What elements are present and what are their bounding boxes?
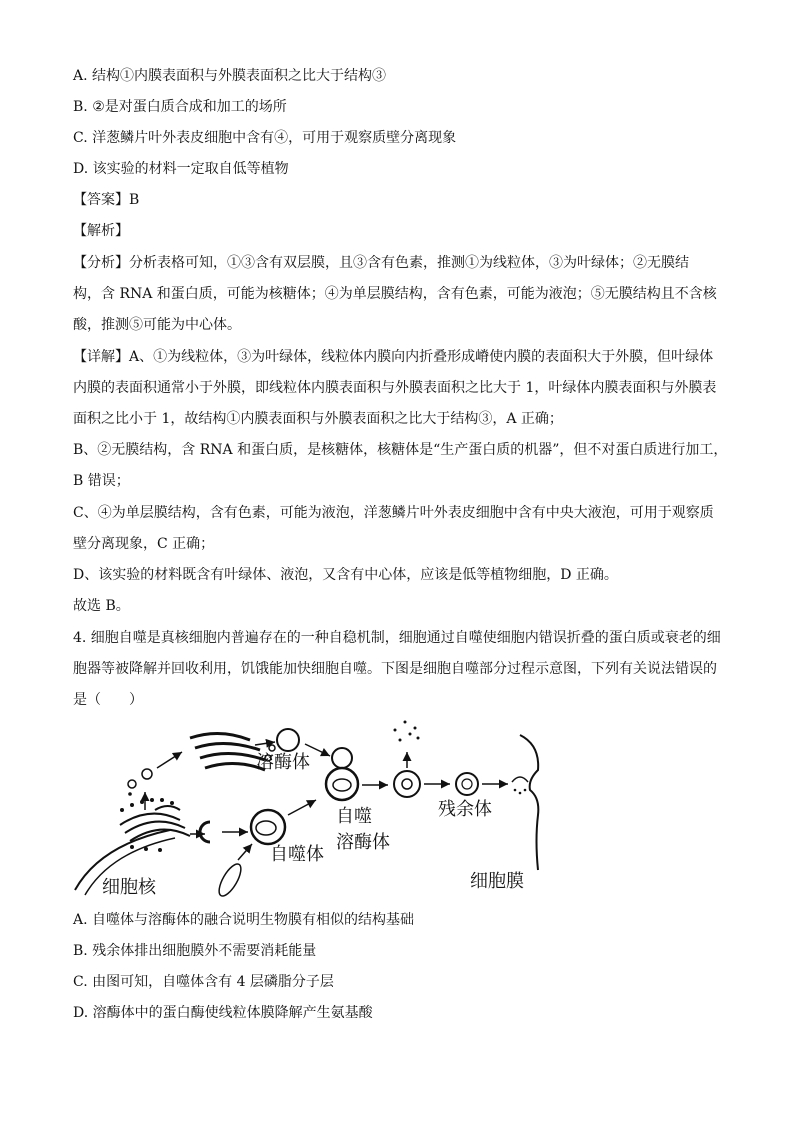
analysis-line: 【分析】分析表格可知，①③含有双层膜，且③含有色素，推测①为线粒体，③为叶绿体；②无膜结 [73,255,689,271]
q4-option-c: C. 由图可知，自噬体含有 4 层磷脂分子层 [73,974,334,990]
detail-line: 面积之比小于 1，故结构①内膜表面积与外膜表面积之比大于结构③，A 正确； [73,411,563,427]
cell-membrane-label: 细胞膜 [470,871,524,892]
option-b: B. ②是对蛋白质合成和加工的场所 [73,99,287,115]
lysosome-label: 溶酶体 [256,752,310,773]
question-stem: 是（ ） [73,692,143,708]
answer-line: 【答案】B [73,192,140,208]
question-stem: 胞器等被降解并回收利用，饥饿能加快细胞自噬。下图是细胞自噬部分过程示意图，下列有关说法错误的 [73,661,717,677]
detail-line: 内膜的表面积通常小于外膜，即线粒体内膜表面积与外膜表面积之比大于 1，叶绿体内膜表面积与外膜表 [73,380,717,396]
lysosome [277,729,299,751]
detail-line: 【详解】A、①为线粒体，③为叶绿体，线粒体内膜向内折叠形成嵴使内膜的表面积大于外膜，但叶绿体 [73,349,714,365]
residual-body-label: 残余体 [438,799,492,820]
analysis-line: 酸，推测⑤可能为中心体。 [73,317,241,333]
endoplasmic-reticulum [120,806,190,841]
autophagosome-label: 自噬体 [270,844,324,865]
digesting-vesicle [394,771,420,797]
q4-option-a: A. 自噬体与溶酶体的融合说明生物膜有相似的结构基础 [73,912,415,928]
detail-line: 故选 B。 [73,598,130,614]
autolysosome-label-1: 自噬 [336,806,372,827]
autophagy-diagram [60,710,560,900]
autolysosome-label-2: 溶酶体 [336,832,390,853]
option-a: A. 结构①内膜表面积与外膜表面积之比大于结构③ [73,68,387,84]
analysis-line: 构，含 RNA 和蛋白质，可能为核糖体；④为单层膜结构，含有色素，可能为液泡；⑤无膜结构且不含核 [73,286,717,302]
analysis-heading: 【解析】 [73,223,129,239]
nucleus-label: 细胞核 [102,877,156,898]
detail-line: B 错误； [73,473,130,489]
cell-membrane [520,735,538,870]
phagophore [200,822,210,842]
detail-line: C、④为单层膜结构，含有色素，可能为液泡，洋葱鳞片叶外表皮细胞中含有中央大液泡，可用于观察质 [73,505,714,521]
question-stem: 4. 细胞自噬是真核细胞内普遍存在的一种自稳机制，细胞通过自噬使细胞内错误折叠的蛋白质或衰老的细 [73,630,721,646]
autolysosome [326,768,358,800]
mitochondrion [215,861,245,899]
detail-line: D、该实验的材料既含有叶绿体、液泡，又含有中心体，应该是低等植物细胞，D 正确。 [73,567,618,583]
detail-line: B、②无膜结构，含 RNA 和蛋白质，是核糖体，核糖体是“生产蛋白质的机器”，但不对蛋白质进行加工， [73,442,728,458]
option-c: C. 洋葱鳞片叶外表皮细胞中含有④，可用于观察质壁分离现象 [73,130,457,146]
detail-line: 壁分离现象，C 正确； [73,536,215,552]
option-d: D. 该实验的材料一定取自低等植物 [73,161,289,177]
residual-body [456,773,478,795]
q4-option-b: B. 残余体排出细胞膜外不需要消耗能量 [73,943,317,959]
q4-option-d: D. 溶酶体中的蛋白酶使线粒体膜降解产生氨基酸 [73,1005,373,1021]
golgi-apparatus [190,733,265,770]
